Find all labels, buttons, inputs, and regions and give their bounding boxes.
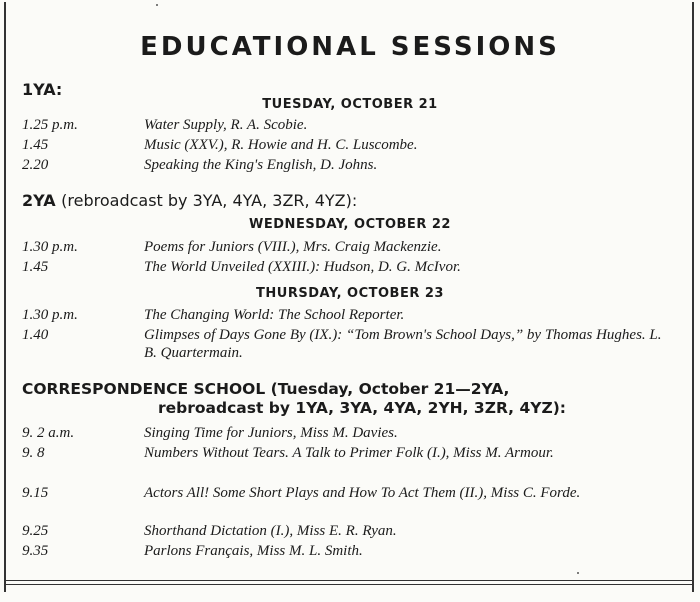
item-desc: Shorthand Dictation (I.), Miss E. R. Ryan.	[144, 523, 397, 539]
item-desc: Numbers Without Tears. A Talk to Primer Folk (I.), Miss M. Armour.	[144, 445, 554, 461]
date-heading: THURSDAY, OCTOBER 23	[256, 286, 444, 301]
item-time: 9. 2 a.m.	[22, 425, 75, 441]
heading-line-1: CORRESPONDENCE SCHOOL (Tuesday, October 21—2YA,	[22, 380, 510, 398]
list-item	[22, 156, 662, 174]
list-item	[22, 258, 662, 276]
page-title: EDUCATIONAL SESSIONS	[140, 32, 560, 62]
list-item	[22, 542, 662, 560]
correspondence-school-heading	[22, 380, 682, 418]
item-desc: Singing Time for Juniors, Miss M. Davies.	[144, 425, 398, 441]
item-time: 1.25 p.m.	[22, 117, 78, 133]
bottom-rule-double	[4, 584, 694, 585]
item-desc: Glimpses of Days Gone By (IX.): “Tom Brown's School Days,” by Thomas Hughes. L. B. Quartermain.	[144, 327, 662, 361]
list-item	[22, 444, 662, 462]
date-heading: WEDNESDAY, OCTOBER 22	[249, 217, 451, 232]
item-time: 1.45	[22, 137, 49, 153]
station-heading-2ya	[22, 191, 357, 211]
print-speck	[156, 4, 158, 6]
list-item	[22, 326, 662, 362]
item-time: 9. 8	[22, 445, 45, 461]
list-item	[22, 136, 662, 154]
list-item	[22, 424, 662, 442]
item-time: 9.25	[22, 523, 49, 539]
item-time: 9.35	[22, 543, 49, 559]
item-time: 1.30 p.m.	[22, 307, 78, 323]
bottom-rule	[4, 580, 694, 581]
item-time: 2.20	[22, 157, 49, 173]
list-item	[22, 306, 662, 324]
item-desc: The World Unveiled (XXIII.): Hudson, D. G. McIvor.	[144, 259, 461, 275]
list-item	[22, 484, 662, 502]
print-speck	[577, 572, 579, 574]
heading-line-2: rebroadcast by 1YA, 3YA, 4YA, 2YH, 3ZR, 4YZ):	[158, 399, 566, 417]
item-desc: Music (XXV.), R. Howie and H. C. Luscombe.	[144, 137, 418, 153]
item-time: 1.30 p.m.	[22, 239, 78, 255]
item-time: 1.40	[22, 327, 49, 343]
station-name: 2YA	[22, 191, 56, 210]
item-time: 9.15	[22, 485, 49, 501]
item-desc: Poems for Juniors (VIII.), Mrs. Craig Mackenzie.	[144, 239, 442, 255]
list-item	[22, 522, 662, 540]
date-heading: TUESDAY, OCTOBER 21	[262, 97, 438, 112]
item-time: 1.45	[22, 259, 49, 275]
list-item	[22, 238, 662, 256]
station-heading-1ya: 1YA:	[22, 80, 63, 99]
item-desc: Water Supply, R. A. Scobie.	[144, 117, 308, 133]
rebroadcast-note: (rebroadcast by 3YA, 4YA, 3ZR, 4YZ):	[61, 191, 358, 210]
item-desc: Actors All! Some Short Plays and How To Act Them (II.), Miss C. Forde.	[144, 485, 581, 501]
item-desc: Parlons Français, Miss M. L. Smith.	[144, 543, 363, 559]
item-desc: Speaking the King's English, D. Johns.	[144, 157, 378, 173]
item-desc: The Changing World: The School Reporter.	[144, 307, 405, 323]
list-item	[22, 116, 662, 134]
